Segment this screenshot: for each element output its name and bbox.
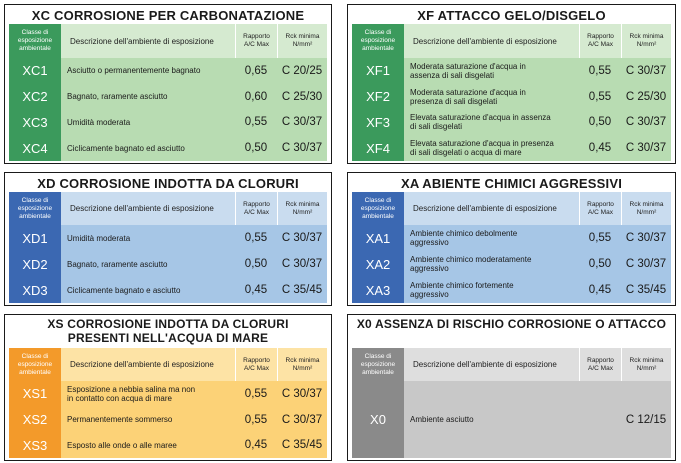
text-line: Rapporto — [243, 356, 270, 364]
row-ratio: 0,45 — [244, 439, 268, 452]
text-line: ambientale — [362, 45, 394, 52]
row-description — [404, 113, 579, 131]
header-rck — [277, 192, 327, 225]
header-rck-label — [286, 201, 320, 217]
row-rck: C 12/15 — [625, 413, 667, 426]
text-line: ambientale — [19, 368, 51, 376]
row-rck: C 25/30 — [625, 90, 667, 103]
header-description: Descrizione dell'ambiente di esposizione — [61, 192, 235, 225]
row-description — [61, 415, 235, 424]
row-rck: C 30/37 — [625, 232, 667, 244]
rows-column — [61, 225, 327, 303]
text-line: esposizione — [17, 37, 53, 44]
header-ratio-label — [243, 357, 270, 373]
text-line: Rck minima — [629, 356, 664, 364]
row-ratio: 0,55 — [588, 90, 612, 103]
header-class-label — [18, 197, 52, 221]
row-rck: C 30/37 — [625, 142, 667, 155]
row-description — [61, 385, 235, 403]
header-class-label — [361, 353, 395, 377]
row-rck: C 35/45 — [281, 439, 323, 452]
text-line: XS CORROSIONE INDOTTA DA CLORURI — [47, 317, 289, 331]
table-row — [404, 381, 671, 458]
text-line: PRESENTI NELL'ACQUA DI MARE — [67, 331, 269, 345]
text-line: XF ATTACCO GELO/DISGELO — [417, 8, 606, 23]
header-rck — [621, 192, 671, 225]
header-class — [352, 192, 404, 225]
text-line: di sali disgelati — [410, 122, 463, 132]
text-line: aggressivo — [410, 264, 449, 273]
text-line: N/mm² — [636, 208, 657, 216]
table-row — [61, 225, 327, 251]
rows-column — [404, 381, 671, 458]
header-ratio-label — [587, 33, 614, 49]
header-rck — [621, 348, 671, 381]
text-line: Ciclicamente bagnato ed asciutto — [67, 143, 185, 153]
header-rck-label — [286, 357, 320, 373]
row-ratio: 0,50 — [244, 142, 268, 155]
row-description — [61, 118, 235, 127]
class-code: XF3 — [366, 114, 390, 130]
rows-column — [61, 58, 327, 161]
header-description: Descrizione dell'ambiente di esposizione — [404, 192, 579, 225]
text-line: Permanentemente sommerso — [67, 415, 173, 424]
header-class — [9, 192, 61, 225]
text-line: Rck minima — [285, 200, 320, 208]
row-description — [61, 92, 235, 101]
row-rck: C 30/37 — [281, 142, 323, 155]
text-line: di sali disgelati o acqua di mare — [410, 148, 522, 158]
table-body — [9, 58, 327, 161]
class-codes-column — [352, 381, 404, 458]
rows-column — [404, 225, 671, 303]
row-rck: C 35/45 — [281, 284, 323, 296]
row-rck: C 20/25 — [281, 64, 323, 77]
text-line: Rapporto — [587, 200, 614, 208]
text-line: esposizione — [17, 204, 53, 212]
text-line: Classe di — [21, 29, 49, 36]
row-ratio: 0,50 — [588, 258, 612, 270]
table-row — [404, 58, 671, 84]
text-line: X0 ASSENZA DI RISCHIO CORROSIONE O ATTACCO — [356, 317, 667, 331]
table-header — [352, 24, 671, 58]
text-line: Moderata saturazione d'acqua in — [410, 87, 526, 97]
table-row — [61, 135, 327, 161]
table-row — [404, 251, 671, 277]
text-line: Ambiente asciutto — [410, 415, 474, 424]
text-line: N/mm² — [292, 364, 313, 372]
row-ratio: 0,55 — [244, 116, 268, 129]
table-row — [404, 135, 671, 161]
text-line: XA ABIENTE CHIMICI AGGRESSIVI — [400, 176, 623, 191]
table-row — [404, 225, 671, 251]
class-codes-column — [9, 58, 61, 161]
header-class-label — [18, 353, 52, 377]
text-line: Rck minima — [285, 356, 320, 364]
row-description — [404, 229, 579, 247]
table-header — [352, 192, 671, 225]
row-rck: C 30/37 — [281, 387, 323, 400]
table-header — [9, 24, 327, 58]
text-line: Classe di — [364, 29, 392, 36]
table-row — [61, 58, 327, 84]
table-header — [9, 192, 327, 225]
row-description — [404, 139, 579, 157]
text-line: N/mm² — [292, 208, 313, 216]
header-description: Descrizione dell'ambiente di esposizione — [61, 24, 235, 58]
table-body — [9, 381, 327, 458]
text-line: Classe di — [364, 196, 392, 204]
row-rck: C 30/37 — [625, 258, 667, 270]
text-line: aggressivo — [410, 238, 449, 247]
header-class — [352, 24, 404, 58]
row-description — [61, 66, 235, 75]
text-line: Elevata saturazione d'acqua in assenza — [410, 113, 551, 123]
class-codes-column — [9, 381, 61, 458]
row-ratio: 0,55 — [244, 232, 268, 244]
table-row — [61, 110, 327, 136]
row-rck: C 25/30 — [281, 90, 323, 103]
row-ratio: 0,45 — [588, 142, 612, 155]
class-codes-column — [352, 58, 404, 161]
row-ratio: 0,45 — [244, 284, 268, 296]
header-ratio — [235, 348, 277, 381]
header-ratio — [579, 24, 621, 58]
rows-column — [404, 58, 671, 161]
header-description: Descrizione dell'ambiente di esposizione — [404, 348, 579, 381]
text-line: aggressivo — [410, 290, 449, 299]
text-line: esposizione — [360, 360, 396, 368]
text-line: esposizione — [17, 360, 53, 368]
text-line: presenza di sali disgelati — [410, 96, 498, 106]
table-row — [61, 251, 327, 277]
text-line: ambientale — [362, 212, 394, 220]
class-code: XS2 — [22, 412, 48, 427]
class-code: X0 — [370, 412, 386, 427]
class-code: XD1 — [22, 230, 48, 246]
text-line: A/C Max — [244, 208, 269, 216]
row-description — [61, 234, 235, 243]
row-description — [404, 281, 579, 299]
panel-xf — [347, 4, 676, 164]
header-class — [9, 24, 61, 58]
text-line: Classe di — [21, 352, 49, 360]
header-description: Descrizione dell'ambiente di esposizione — [61, 348, 235, 381]
row-rck: C 30/37 — [281, 413, 323, 426]
text-line: XC CORROSIONE PER CARBONATAZIONE — [31, 8, 305, 23]
class-code: XC4 — [22, 140, 48, 156]
class-codes-column — [9, 225, 61, 303]
header-ratio-label — [243, 33, 270, 49]
table-header — [9, 348, 327, 381]
class-codes-column — [352, 225, 404, 303]
text-line: Rapporto — [243, 33, 270, 40]
class-code: XA3 — [365, 282, 391, 298]
row-description — [404, 88, 579, 106]
text-line: Classe di — [21, 196, 49, 204]
panel-xd — [4, 172, 332, 306]
row-ratio: 0,55 — [244, 413, 268, 426]
row-ratio: 0,50 — [244, 258, 268, 270]
table-body — [9, 225, 327, 303]
text-line: esposizione — [360, 204, 396, 212]
row-ratio: 0,55 — [588, 64, 612, 77]
table-row — [61, 407, 327, 433]
text-line: assenza di sali disgelati — [410, 70, 495, 80]
header-ratio — [235, 24, 277, 58]
class-code: XF4 — [366, 140, 390, 156]
table-body — [352, 381, 671, 458]
class-code: XS1 — [22, 386, 48, 402]
header-class-label — [361, 197, 395, 221]
text-line: A/C Max — [588, 208, 613, 216]
text-line: ambientale — [19, 212, 51, 220]
panel-title — [5, 317, 331, 349]
header-ratio-label — [587, 201, 614, 217]
text-line: Rck minima — [629, 200, 664, 208]
text-line: Moderata saturazione d'acqua in — [410, 61, 526, 71]
row-description — [404, 62, 579, 80]
header-ratio-label — [243, 201, 270, 217]
table-row — [404, 110, 671, 136]
header-class-label — [361, 29, 395, 53]
row-description — [404, 415, 579, 424]
row-rck: C 30/37 — [281, 232, 323, 244]
header-rck — [277, 24, 327, 58]
row-ratio: 0,65 — [244, 64, 268, 77]
header-ratio — [579, 192, 621, 225]
row-rck: C 30/37 — [281, 258, 323, 270]
table-row — [61, 381, 327, 407]
row-ratio: 0,55 — [244, 387, 268, 400]
panel-x0 — [347, 314, 676, 461]
panel-xa — [347, 172, 676, 306]
class-code: XA2 — [365, 256, 391, 272]
class-code: XC1 — [22, 63, 48, 79]
text-line: Rapporto — [587, 33, 614, 40]
text-line: esposizione — [360, 37, 396, 44]
row-description — [404, 255, 579, 273]
text-line: in contatto con acqua di mare — [67, 393, 172, 403]
class-code: XC2 — [22, 89, 48, 105]
text-line: Bagnato, raramente asciutto — [67, 92, 168, 102]
header-rck-label — [630, 201, 664, 217]
text-line: Rck minima — [629, 33, 664, 40]
panel-xs — [4, 314, 332, 461]
row-description — [61, 144, 235, 153]
text-line: A/C Max — [588, 41, 613, 48]
text-line: Ambiente chimico fortemente — [410, 281, 514, 290]
text-line: Esposto alle onde o alle maree — [67, 440, 177, 450]
header-class — [352, 348, 404, 381]
header-class-label — [18, 29, 52, 53]
text-line: Ciclicamente bagnato e asciutto — [67, 285, 181, 295]
row-ratio: 0,55 — [588, 232, 612, 244]
text-line: ambientale — [362, 368, 394, 376]
row-ratio: 0,50 — [588, 116, 612, 129]
text-line: Esposizione a nebbia salina ma non — [67, 384, 196, 394]
header-ratio-label — [587, 357, 614, 373]
class-code: XF2 — [366, 89, 390, 105]
table-row — [404, 277, 671, 303]
class-code: XD3 — [22, 282, 48, 298]
row-description — [61, 441, 235, 450]
class-code: XA1 — [365, 230, 391, 246]
table-row — [61, 432, 327, 458]
class-code: XS3 — [22, 437, 48, 453]
table-row — [61, 84, 327, 110]
header-description: Descrizione dell'ambiente di esposizione — [404, 24, 579, 58]
text-line: Asciutto o permanentemente bagnato — [67, 66, 201, 76]
text-line: N/mm² — [636, 41, 657, 48]
rows-column — [61, 381, 327, 458]
panel-title — [348, 317, 675, 349]
text-line: Ambiente chimico moderatamente — [410, 255, 532, 264]
table-body — [352, 58, 671, 161]
text-line: Rck minima — [285, 33, 320, 40]
panel-xc — [4, 4, 332, 164]
row-rck: C 30/37 — [625, 116, 667, 129]
text-line: Bagnato, raramente asciutto — [67, 259, 168, 269]
row-rck: C 30/37 — [281, 116, 323, 129]
row-rck: C 35/45 — [625, 284, 667, 296]
row-rck: C 30/37 — [625, 64, 667, 77]
header-rck — [621, 24, 671, 58]
text-line: N/mm² — [292, 41, 313, 48]
class-code: XF1 — [366, 63, 390, 79]
header-rck-label — [286, 33, 320, 49]
header-class — [9, 348, 61, 381]
row-description — [61, 286, 235, 295]
text-line: Elevata saturazione d'acqua in presenza — [410, 139, 554, 149]
text-line: Umidità moderata — [67, 117, 131, 127]
class-code: XC3 — [22, 114, 48, 130]
header-rck-label — [630, 357, 664, 373]
table-row — [61, 277, 327, 303]
text-line: Classe di — [364, 352, 392, 360]
text-line: Rapporto — [243, 200, 270, 208]
row-description — [61, 260, 235, 269]
text-line: A/C Max — [244, 364, 269, 372]
text-line: XD CORROSIONE INDOTTA DA CLORURI — [37, 176, 299, 191]
table-header — [352, 348, 671, 381]
class-code: XD2 — [22, 256, 48, 272]
row-ratio: 0,60 — [244, 90, 268, 103]
text-line: Ambiente chimico debolmente — [410, 229, 518, 238]
text-line: Umidità moderata — [67, 233, 131, 243]
table-body — [352, 225, 671, 303]
text-line: Rapporto — [587, 356, 614, 364]
header-ratio — [579, 348, 621, 381]
header-rck — [277, 348, 327, 381]
text-line: N/mm² — [636, 364, 657, 372]
text-line: ambientale — [19, 45, 51, 52]
text-line: A/C Max — [244, 41, 269, 48]
table-row — [404, 84, 671, 110]
row-ratio: 0,45 — [588, 284, 612, 296]
text-line: A/C Max — [588, 364, 613, 372]
header-ratio — [235, 192, 277, 225]
header-rck-label — [630, 33, 664, 49]
